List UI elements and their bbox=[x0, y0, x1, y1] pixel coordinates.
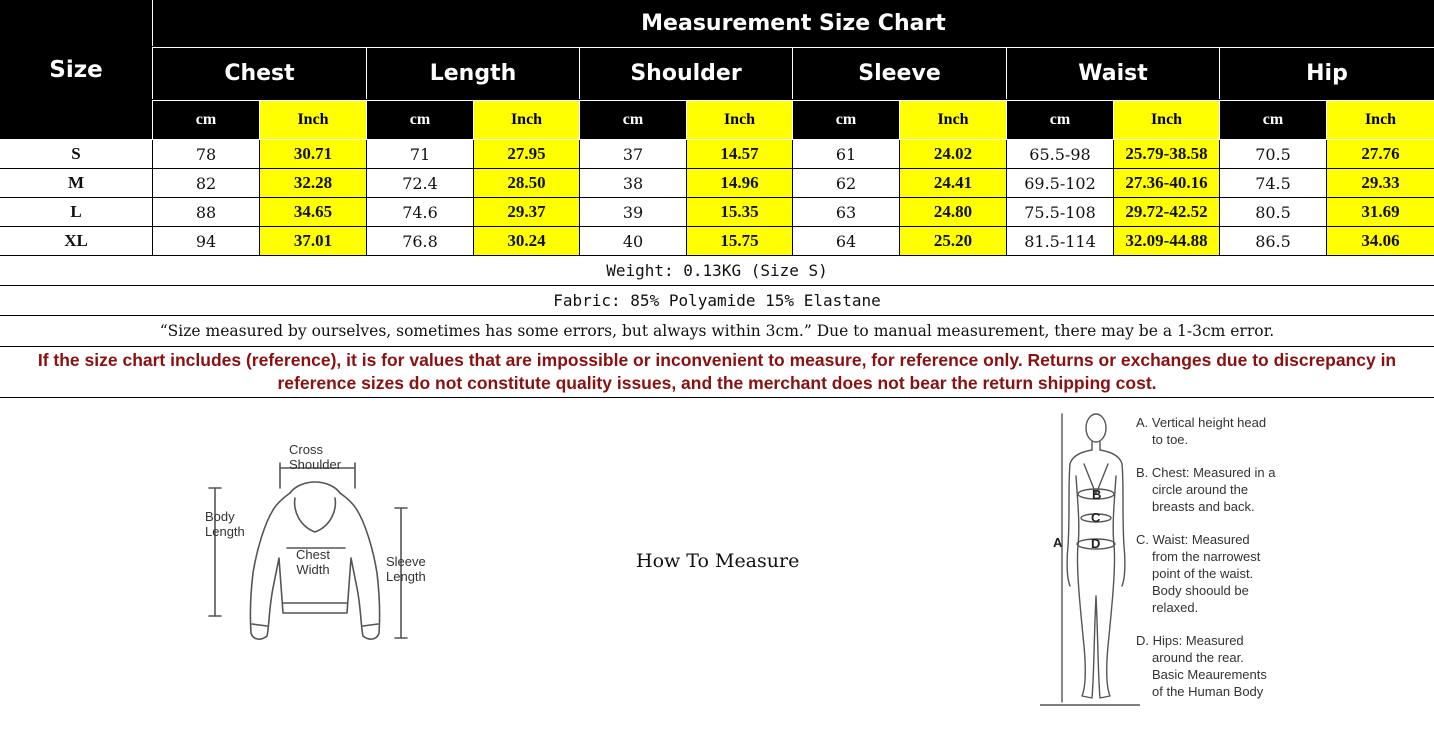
cm-cell: 61 bbox=[792, 140, 899, 168]
inch-cell: 30.24 bbox=[473, 227, 579, 255]
group-header-hip: Hip bbox=[1219, 47, 1434, 99]
unit-cm: cm bbox=[1219, 100, 1326, 139]
inch-cell: 34.06 bbox=[1326, 227, 1434, 255]
reference-warning bbox=[0, 346, 1434, 398]
inch-cell: 25.79-38.58 bbox=[1113, 140, 1219, 168]
cm-cell: 74.6 bbox=[366, 198, 473, 226]
cm-cell: 62 bbox=[792, 169, 899, 197]
inch-cell: 24.02 bbox=[899, 140, 1006, 168]
table-header bbox=[0, 0, 1434, 139]
inch-cell: 29.72-42.52 bbox=[1113, 198, 1219, 226]
cm-cell: 88 bbox=[152, 198, 259, 226]
cm-cell: 39 bbox=[579, 198, 686, 226]
inch-cell: 15.75 bbox=[686, 227, 792, 255]
inch-cell: 27.95 bbox=[473, 140, 579, 168]
group-header-sleeve: Sleeve bbox=[792, 47, 1006, 99]
inch-cell: 27.36-40.16 bbox=[1113, 169, 1219, 197]
fabric-note: Fabric: 85% Polyamide 15% Elastane bbox=[0, 286, 1434, 316]
cm-cell: 78 bbox=[152, 140, 259, 168]
how-to-measure-section bbox=[0, 398, 1434, 736]
inch-cell: 15.35 bbox=[686, 198, 792, 226]
body-measure-figure bbox=[1040, 406, 1140, 710]
size-column-header: Size bbox=[49, 56, 103, 83]
legend-item-d: D. Hips: Measured around the rear. Basic Meaurements of the Human Body bbox=[1136, 633, 1267, 699]
disclaimer-note: “Size measured by ourselves, sometimes has some errors, but always within 3cm.” Due to manual measurement, there may be a 1-3cm error. bbox=[0, 316, 1434, 347]
cm-cell: 70.5 bbox=[1219, 140, 1326, 168]
size-cell: S bbox=[71, 144, 81, 163]
cm-cell: 72.4 bbox=[366, 169, 473, 197]
cm-cell: 69.5-102 bbox=[1006, 169, 1113, 197]
inch-cell: 28.50 bbox=[473, 169, 579, 197]
inch-cell: 25.20 bbox=[899, 227, 1006, 255]
inch-cell: 29.37 bbox=[473, 198, 579, 226]
mark-d: D bbox=[1091, 536, 1101, 551]
body-length-label: Body Length bbox=[205, 509, 245, 539]
inch-cell: 37.01 bbox=[259, 227, 366, 255]
unit-inch: Inch bbox=[686, 100, 792, 139]
cm-cell: 80.5 bbox=[1219, 198, 1326, 226]
cm-cell: 75.5-108 bbox=[1006, 198, 1113, 226]
legend-item-a: A. Vertical height head to toe. bbox=[1136, 415, 1267, 447]
table-row bbox=[0, 198, 1434, 227]
warning-line: If the size chart includes (reference), it is for values that are impossible or inconvenient to measure, for reference only. Returns or exchanges due to discrepancy in bbox=[37, 349, 1397, 370]
unit-inch: Inch bbox=[899, 100, 1006, 139]
unit-cm: cm bbox=[1006, 100, 1113, 139]
mark-c: C bbox=[1091, 510, 1101, 525]
cm-cell: 81.5-114 bbox=[1006, 227, 1113, 255]
sleeve-length-label: Sleeve Length bbox=[386, 554, 426, 584]
inch-cell: 14.96 bbox=[686, 169, 792, 197]
mark-a: A bbox=[1053, 535, 1063, 550]
group-header-chest: Chest bbox=[152, 47, 366, 99]
unit-inch: Inch bbox=[473, 100, 579, 139]
weight-note: Weight: 0.13KG (Size S) bbox=[0, 256, 1434, 286]
how-to-measure-label: How To Measure bbox=[636, 550, 800, 572]
inch-cell: 32.28 bbox=[259, 169, 366, 197]
unit-inch: Inch bbox=[259, 100, 366, 139]
table-row bbox=[0, 169, 1434, 198]
cm-cell: 76.8 bbox=[366, 227, 473, 255]
mark-b: B bbox=[1092, 487, 1102, 502]
size-cell: M bbox=[67, 173, 85, 192]
inch-cell: 32.09-44.88 bbox=[1113, 227, 1219, 255]
cm-cell: 86.5 bbox=[1219, 227, 1326, 255]
body-legend bbox=[1136, 414, 1275, 700]
inch-cell: 14.57 bbox=[686, 140, 792, 168]
group-header-waist: Waist bbox=[1006, 47, 1219, 99]
inch-cell: 31.69 bbox=[1326, 198, 1434, 226]
cm-cell: 63 bbox=[792, 198, 899, 226]
inch-cell: 27.76 bbox=[1326, 140, 1434, 168]
cm-cell: 40 bbox=[579, 227, 686, 255]
unit-cm: cm bbox=[579, 100, 686, 139]
cm-cell: 74.5 bbox=[1219, 169, 1326, 197]
unit-inch: Inch bbox=[1326, 100, 1434, 139]
table-row bbox=[0, 227, 1434, 256]
cm-cell: 65.5-98 bbox=[1006, 140, 1113, 168]
chest-width-label: Chest Width bbox=[296, 547, 330, 577]
inch-cell: 24.41 bbox=[899, 169, 1006, 197]
group-header-length: Length bbox=[366, 47, 579, 99]
cm-cell: 64 bbox=[792, 227, 899, 255]
unit-cm: cm bbox=[792, 100, 899, 139]
unit-inch: Inch bbox=[1113, 100, 1219, 139]
inch-cell: 24.80 bbox=[899, 198, 1006, 226]
chart-title: Measurement Size Chart bbox=[152, 0, 1434, 46]
size-cell: XL bbox=[64, 231, 88, 250]
inch-cell: 29.33 bbox=[1326, 169, 1434, 197]
unit-cm: cm bbox=[152, 100, 259, 139]
inch-cell: 30.71 bbox=[259, 140, 366, 168]
cm-cell: 37 bbox=[579, 140, 686, 168]
warning-line: reference sizes do not constitute quality issues, and the merchant does not bear the return shipping cost. bbox=[277, 372, 1157, 393]
cm-cell: 38 bbox=[579, 169, 686, 197]
legend-item-b: B. Chest: Measured in a circle around the breasts and back. bbox=[1136, 465, 1276, 514]
cm-cell: 94 bbox=[152, 227, 259, 255]
unit-cm: cm bbox=[366, 100, 473, 139]
cross-shoulder-label: Cross Shoulder bbox=[289, 442, 342, 472]
size-cell: L bbox=[70, 202, 82, 221]
group-header-shoulder: Shoulder bbox=[579, 47, 792, 99]
inch-cell: 34.65 bbox=[259, 198, 366, 226]
cm-cell: 82 bbox=[152, 169, 259, 197]
legend-item-c: C. Waist: Measured from the narrowest point of the waist. Body shoould be relaxed. bbox=[1136, 532, 1261, 615]
table-row bbox=[0, 140, 1434, 169]
cm-cell: 71 bbox=[366, 140, 473, 168]
